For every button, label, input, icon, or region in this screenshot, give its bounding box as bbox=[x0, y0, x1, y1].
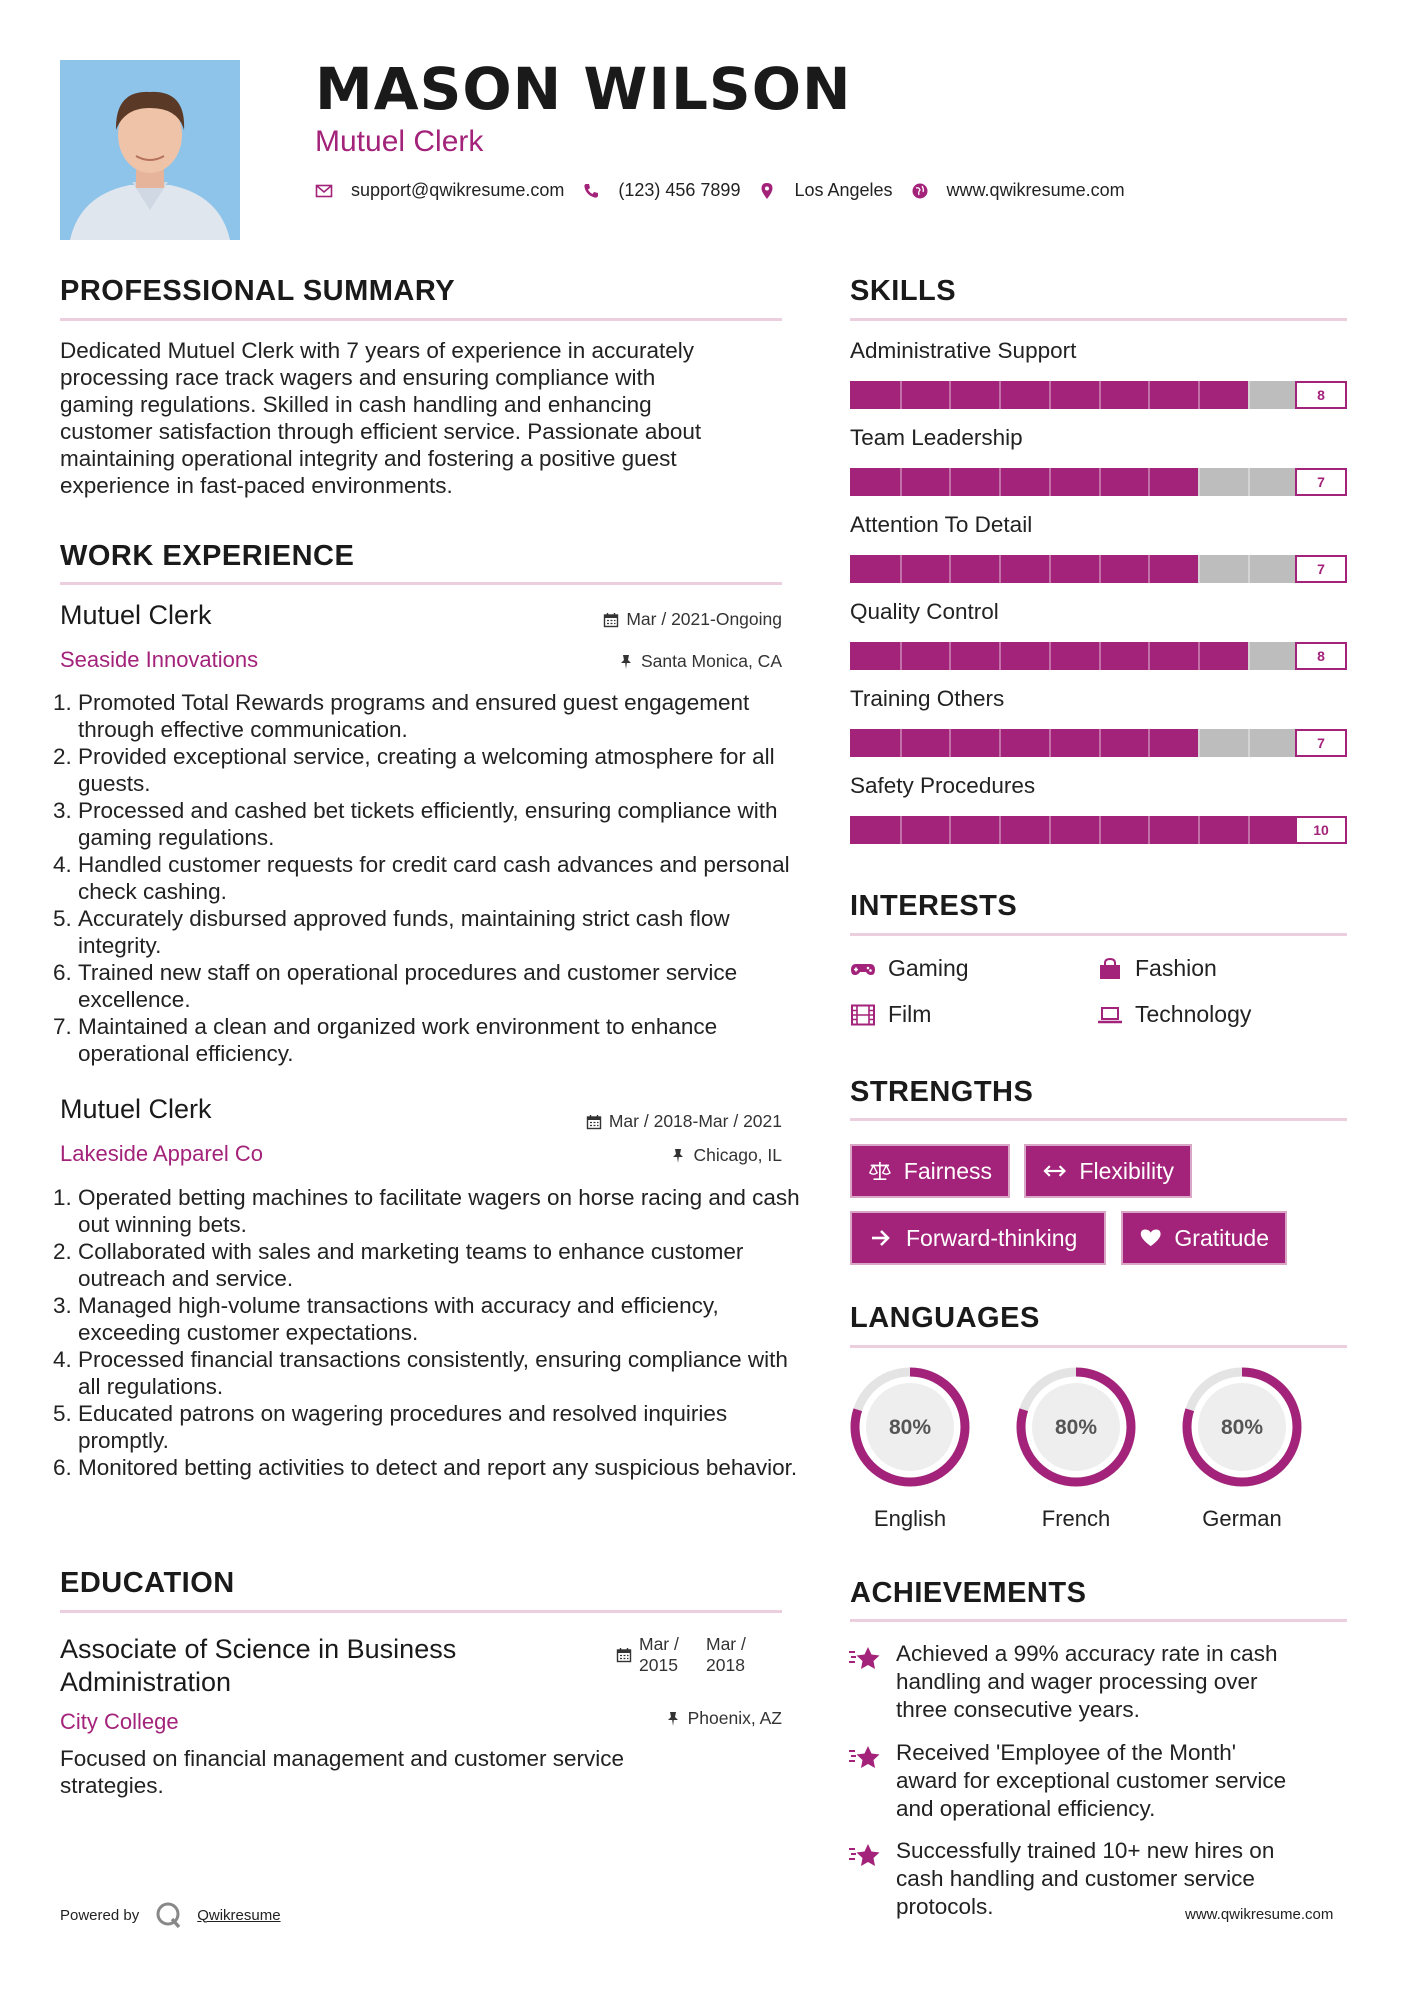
skill-bar-segment bbox=[1049, 381, 1051, 409]
skill-bar-segment bbox=[900, 381, 902, 409]
skill-bar-segment bbox=[999, 642, 1001, 670]
film-icon bbox=[850, 1004, 876, 1026]
interests-divider bbox=[850, 933, 1347, 936]
interest-fashion: Fashion bbox=[1097, 955, 1217, 982]
laptop-icon bbox=[1097, 1004, 1123, 1026]
shopping-bag-icon bbox=[1097, 958, 1123, 980]
achievement-item: Successfully trained 10+ new hires on cash handling and customer service protocols. bbox=[896, 1838, 1275, 1919]
interest-technology: Technology bbox=[1097, 1001, 1251, 1028]
skill-bar-segment bbox=[900, 816, 902, 844]
achievements-divider bbox=[850, 1619, 1347, 1622]
language-percent: 80% bbox=[1220, 1416, 1264, 1439]
skill-rating: 7 bbox=[1295, 555, 1347, 583]
language-label: German bbox=[1202, 1506, 1282, 1531]
language-label: French bbox=[1041, 1506, 1111, 1531]
strengths-divider bbox=[850, 1118, 1347, 1121]
skill-bar-segment bbox=[1198, 816, 1200, 844]
qwikresume-link[interactable]: Qwikresume bbox=[197, 1906, 281, 1924]
language-item bbox=[1012, 1363, 1140, 1532]
contact-location: Los Angeles bbox=[794, 180, 893, 200]
skill-bar-segment bbox=[1148, 816, 1150, 844]
education-location: Phoenix, AZ bbox=[665, 1708, 782, 1729]
strengths-heading: STRENGTHS bbox=[850, 1076, 1034, 1108]
skill-bar-segment bbox=[1099, 381, 1101, 409]
skill-bar-segment bbox=[1198, 381, 1200, 409]
skill-bar-segment bbox=[999, 729, 1001, 757]
degree-title: Associate of Science in Business Administration bbox=[60, 1634, 457, 1697]
skill-bar-segment bbox=[1248, 642, 1250, 670]
work-divider bbox=[60, 582, 782, 585]
skill-bar-segment bbox=[900, 729, 902, 757]
skill-bar-segment bbox=[949, 381, 951, 409]
skill-bar-segment bbox=[1248, 816, 1250, 844]
skill-bar-segment bbox=[949, 468, 951, 496]
skill-bar-segment bbox=[1049, 729, 1051, 757]
education-heading: EDUCATION bbox=[60, 1567, 235, 1599]
list-item: 6. Trained new staff on operational procedures and customer service excellence. bbox=[78, 959, 808, 1013]
list-item: 2. Provided exceptional service, creating a welcoming atmosphere for all guests. bbox=[78, 743, 808, 797]
star-icon bbox=[848, 1743, 882, 1773]
skill-bar-segment bbox=[1198, 729, 1200, 757]
skill-rating: 7 bbox=[1295, 468, 1347, 496]
skill-bar-segment bbox=[1049, 468, 1051, 496]
skill-bar-segment bbox=[900, 642, 902, 670]
skill-bar-segment bbox=[1248, 468, 1250, 496]
footer-branding bbox=[60, 1900, 281, 1930]
list-item: 5. Accurately disbursed approved funds, maintaining strict cash flow integrity. bbox=[78, 905, 808, 959]
skill-bar-segment bbox=[1198, 555, 1200, 583]
strength-flexibility: Flexibility bbox=[1024, 1144, 1192, 1198]
achievement-item: Achieved a 99% accuracy rate in cash handling and wager processing over three consecutive years. bbox=[896, 1641, 1278, 1722]
skill-bar-fill bbox=[850, 555, 1198, 583]
job-title: Mutuel Clerk bbox=[60, 600, 212, 630]
strength-fairness: Fairness bbox=[850, 1144, 1010, 1198]
skill-bar-segment bbox=[1148, 642, 1150, 670]
list-item: 3. Processed and cashed bet tickets efficiently, ensuring compliance with gaming regulations. bbox=[78, 797, 808, 851]
qwikresume-logo-icon bbox=[153, 1900, 183, 1930]
list-item: 3. Managed high-volume transactions with accuracy and efficiency, exceeding customer expectations. bbox=[78, 1292, 808, 1346]
skill-rating: 8 bbox=[1295, 642, 1347, 670]
balance-scale-icon bbox=[868, 1159, 892, 1183]
languages-divider bbox=[850, 1345, 1347, 1348]
skill-bar-segment bbox=[949, 816, 951, 844]
language-donut bbox=[1012, 1363, 1140, 1491]
list-item: 6. Monitored betting activities to detect and report any suspicious behavior. bbox=[78, 1454, 808, 1481]
calendar-icon bbox=[616, 1647, 632, 1663]
skill-bar-fill bbox=[850, 468, 1198, 496]
language-percent: 80% bbox=[888, 1416, 932, 1439]
interest-gaming: Gaming bbox=[850, 955, 969, 982]
job-date: Mar / 2021-Ongoing bbox=[603, 609, 782, 630]
envelope-icon bbox=[315, 182, 333, 200]
profile-photo bbox=[60, 60, 240, 240]
job-duties bbox=[60, 689, 808, 1067]
company-name: Seaside Innovations bbox=[60, 647, 259, 672]
star-icon bbox=[848, 1644, 882, 1674]
skill-bar bbox=[850, 381, 1347, 409]
contact-website[interactable]: www.qwikresume.com bbox=[946, 180, 1125, 200]
skill-bar-segment bbox=[1148, 381, 1150, 409]
map-marker-icon bbox=[758, 182, 776, 200]
company-name: Lakeside Apparel Co bbox=[60, 1141, 264, 1166]
skill-bar-segment bbox=[1049, 642, 1051, 670]
skill-bar-segment bbox=[1049, 555, 1051, 583]
skill-bar-segment bbox=[949, 642, 951, 670]
skill-bar bbox=[850, 816, 1347, 844]
work-heading: WORK EXPERIENCE bbox=[60, 540, 355, 572]
interest-film: Film bbox=[850, 1001, 931, 1028]
skill-bar-segment bbox=[900, 468, 902, 496]
language-item bbox=[1178, 1363, 1306, 1532]
pin-icon bbox=[670, 1148, 686, 1164]
skill-bar-segment bbox=[1248, 729, 1250, 757]
skill-rating: 10 bbox=[1295, 816, 1347, 844]
globe-icon bbox=[911, 182, 929, 200]
contact-bar bbox=[315, 180, 1125, 201]
list-item: 7. Maintained a clean and organized work environment to enhance operational efficiency. bbox=[78, 1013, 808, 1067]
calendar-icon bbox=[603, 612, 619, 628]
gamepad-icon bbox=[850, 958, 876, 980]
languages-heading: LANGUAGES bbox=[850, 1302, 1040, 1334]
list-item: 5. Educated patrons on wagering procedures and resolved inquiries promptly. bbox=[78, 1400, 808, 1454]
skill-bar-segment bbox=[1198, 642, 1200, 670]
skill-bar-segment bbox=[949, 729, 951, 757]
skill-label: Quality Control bbox=[850, 599, 999, 624]
skill-bar-segment bbox=[1248, 381, 1250, 409]
contact-phone[interactable]: (123) 456 7899 bbox=[618, 180, 741, 200]
skill-bar bbox=[850, 729, 1347, 757]
language-percent: 80% bbox=[1054, 1416, 1098, 1439]
skill-bar-segment bbox=[999, 381, 1001, 409]
arrow-right-icon bbox=[868, 1226, 894, 1250]
candidate-name: MASON WILSON bbox=[315, 55, 852, 123]
interests-heading: INTERESTS bbox=[850, 890, 1018, 922]
list-item: 4. Handled customer requests for credit card cash advances and personal check cashing. bbox=[78, 851, 808, 905]
education-dates: Mar / 2015 Mar / 2018 bbox=[616, 1634, 746, 1676]
achievements-heading: ACHIEVEMENTS bbox=[850, 1577, 1087, 1609]
skill-bar-segment bbox=[1148, 555, 1150, 583]
language-label: English bbox=[873, 1506, 947, 1531]
skill-bar-segment bbox=[1148, 729, 1150, 757]
skills-divider bbox=[850, 318, 1347, 321]
phone-icon bbox=[582, 182, 600, 200]
skill-bar-segment bbox=[1099, 468, 1101, 496]
skill-bar-segment bbox=[999, 468, 1001, 496]
education-divider bbox=[60, 1610, 782, 1613]
contact-email[interactable]: support@qwikresume.com bbox=[351, 180, 565, 200]
skill-bar-segment bbox=[1049, 816, 1051, 844]
skills-heading: SKILLS bbox=[850, 275, 957, 307]
skill-label: Training Others bbox=[850, 686, 1005, 711]
skill-label: Attention To Detail bbox=[850, 512, 1033, 537]
list-item: 1. Promoted Total Rewards programs and ensured guest engagement through effective communication. bbox=[78, 689, 808, 743]
job-duties bbox=[60, 1184, 808, 1481]
skill-label: Team Leadership bbox=[850, 425, 1023, 450]
school-name: City College bbox=[60, 1709, 179, 1734]
job-location: Santa Monica, CA bbox=[618, 651, 782, 672]
skill-bar-segment bbox=[1099, 729, 1101, 757]
pin-icon bbox=[665, 1711, 681, 1727]
skill-label: Safety Procedures bbox=[850, 773, 1036, 798]
skill-rating: 7 bbox=[1295, 729, 1347, 757]
summary-heading: PROFESSIONAL SUMMARY bbox=[60, 275, 456, 307]
language-donut bbox=[1178, 1363, 1306, 1491]
language-donut bbox=[846, 1363, 974, 1491]
education-description: Focused on financial management and customer service strategies. bbox=[60, 1746, 625, 1798]
job-location: Chicago, IL bbox=[670, 1145, 782, 1166]
pin-icon bbox=[618, 654, 634, 670]
skill-label: Administrative Support bbox=[850, 338, 1077, 363]
footer-website[interactable]: www.qwikresume.com bbox=[1185, 1906, 1334, 1923]
language-item bbox=[846, 1363, 974, 1532]
arrows-horizontal-icon bbox=[1042, 1159, 1067, 1183]
list-item: 4. Processed financial transactions consistently, ensuring compliance with all regulations. bbox=[78, 1346, 808, 1400]
calendar-icon bbox=[586, 1114, 602, 1130]
list-item: 1. Operated betting machines to facilitate wagers on horse racing and cash out winning bets. bbox=[78, 1184, 808, 1238]
skill-bar-segment bbox=[1099, 816, 1101, 844]
skill-rating: 8 bbox=[1295, 381, 1347, 409]
summary-text: Dedicated Mutuel Clerk with 7 years of experience in accurately processing race track wagers and ensuring compliance with gaming regulations. Skilled in cash handling and enhancing customer satisfaction through efficient service. Passionate about maintaining operational integrity and fostering a positive guest experience in fast-paced environments. bbox=[60, 338, 702, 498]
skill-bar bbox=[850, 555, 1347, 583]
powered-by-label: Powered by bbox=[60, 1906, 140, 1924]
job-date: Mar / 2018-Mar / 2021 bbox=[586, 1111, 782, 1132]
skill-bar-segment bbox=[900, 555, 902, 583]
skill-bar bbox=[850, 642, 1347, 670]
candidate-role: Mutuel Clerk bbox=[315, 125, 484, 158]
job-title: Mutuel Clerk bbox=[60, 1094, 212, 1124]
skill-bar-fill bbox=[850, 729, 1198, 757]
star-icon bbox=[848, 1841, 882, 1871]
skill-bar-segment bbox=[1198, 468, 1200, 496]
strength-forward-thinking: Forward-thinking bbox=[850, 1211, 1106, 1265]
heart-icon bbox=[1139, 1226, 1162, 1250]
skill-bar-segment bbox=[1099, 555, 1101, 583]
skill-bar-segment bbox=[999, 816, 1001, 844]
skill-bar-segment bbox=[999, 555, 1001, 583]
achievement-item: Received 'Employee of the Month' award for exceptional customer service and operational efficiency. bbox=[896, 1740, 1287, 1821]
skill-bar-segment bbox=[1099, 642, 1101, 670]
list-item: 2. Collaborated with sales and marketing teams to enhance customer outreach and service. bbox=[78, 1238, 808, 1292]
skill-bar bbox=[850, 468, 1347, 496]
skill-bar-segment bbox=[1248, 555, 1250, 583]
strength-gratitude: Gratitude bbox=[1121, 1211, 1287, 1265]
summary-divider bbox=[60, 318, 782, 321]
skill-bar-segment bbox=[949, 555, 951, 583]
skill-bar-segment bbox=[1148, 468, 1150, 496]
